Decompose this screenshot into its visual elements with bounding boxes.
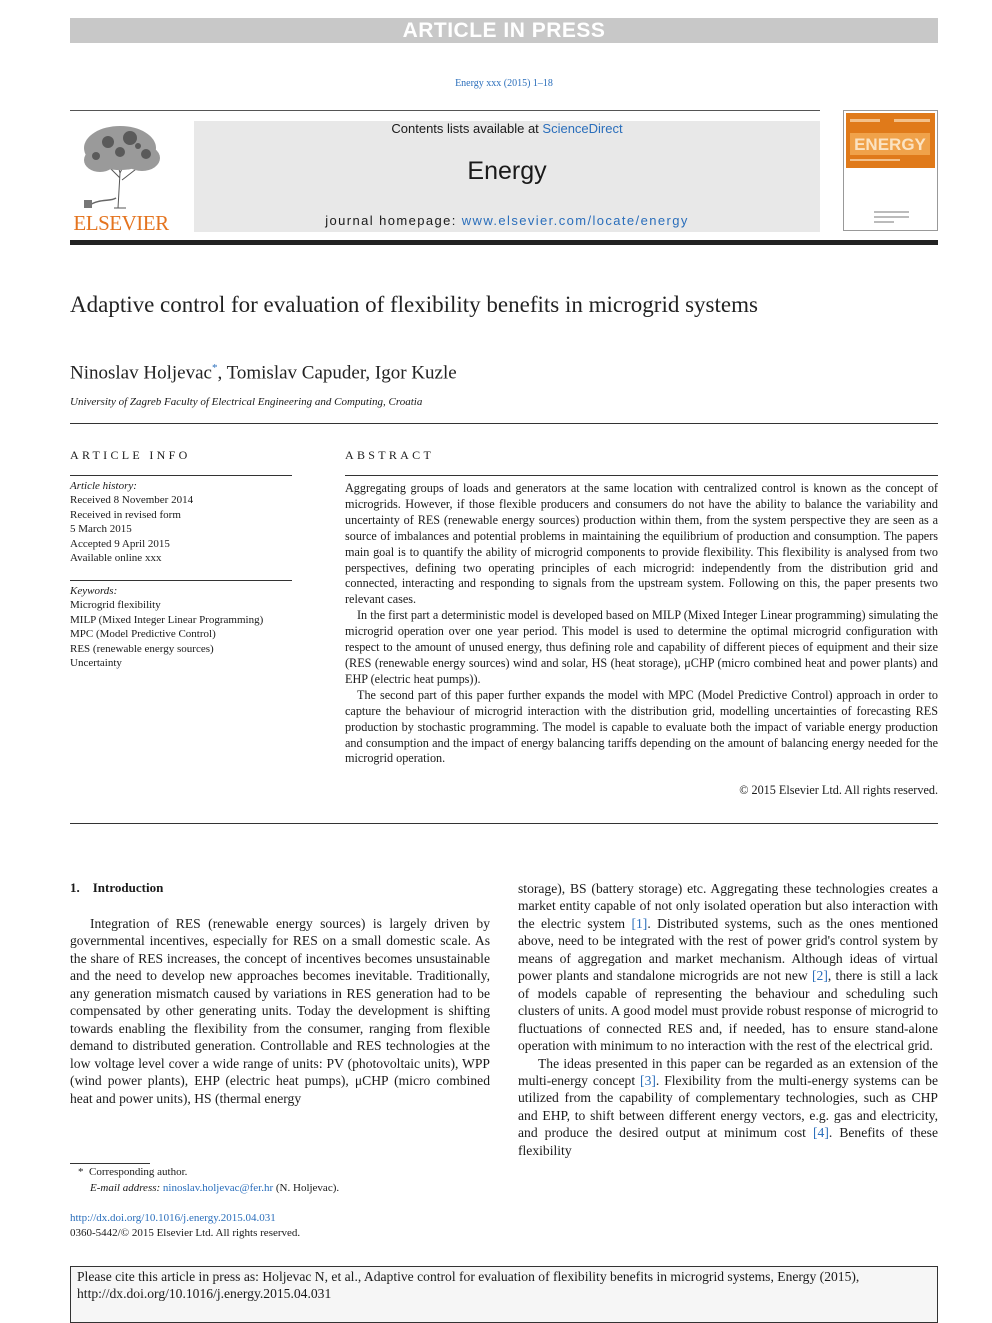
divider [70, 475, 292, 476]
contents-available-line [194, 121, 820, 136]
email-suffix: (N. Holjevac). [273, 1182, 340, 1194]
text-run: storage), BS (battery storage) etc. Aggregating these technologies creates a market entity capable of not only isolated operation but also interaction with the electric system [518, 881, 938, 931]
author-first: Ninoslav Holjevac [70, 362, 212, 384]
history-item: 5 March 2015 [70, 523, 132, 535]
author-affiliation: University of Zagreb Faculty of Electrical Engineering and Computing, Croatia [70, 396, 423, 408]
doi-link[interactable]: http://dx.doi.org/10.1016/j.energy.2015.04.031 [70, 1212, 276, 1224]
text-run: , there is still a lack of models capable of representing the behaviour and scheduling such clusters of units. A good model must provide robust response of microgrid to fluctuations of connected RES and, if needed, has to ensure stand-alone operation with minimum to no interaction with the rest of the electrical grid. [518, 968, 938, 1054]
text-run: . Flexibility from the multi-energy systems can be utilized from the capability of complementary technologies, such as CHP and EHP, to shift between different energy vectors, e.g. gas and electricity, and produce the desired output at minimum cost [518, 1072, 938, 1141]
text-run: . Distributed systems, such as the ones mentioned above, need to be integrated with the rest of power grid's control system by means of aggregation and market mechanism. Although ideas of virtual power plants and standalone microgrids are not new [518, 915, 939, 984]
keyword-item: RES (renewable energy sources) [70, 643, 214, 655]
abstract-heading: ABSTRACT [345, 448, 435, 462]
abstract-paragraph: The second part of this paper further expands the model with MPC (Model Predictive Control) approach in order to capture the behaviour of microgrid interaction with the distribution grid, modelling uncertainties of forecasting RES production by stochastic programming. The model is capable to evaluate both the impact of variable energy production and consumption and the impact of energy balancing tariffs depending on the amount of balancing energy needed for the microgrid operation. [345, 687, 938, 766]
history-item: Accepted 9 April 2015 [70, 538, 170, 550]
abstract-body [345, 481, 938, 767]
article-info-heading: ARTICLE INFO [70, 448, 191, 462]
divider [70, 423, 938, 424]
contents-prefix: Contents lists available at [391, 121, 543, 136]
journal-reference-link[interactable]: Energy xxx (2015) 1–18 [455, 78, 553, 89]
body-paragraph: Integration of RES (renewable energy sources) is largely driven by governmental incentives, especially for RES on a small domestic scale. As the share of RES increases, the concept of incentives becomes unsustainable and the need to develop new approaches becomes inevitable. Traditionally, any generation mismatch caused by variations in RES generation had to be compensated by other generating units. Today the development is shifting towards enabling the flexibility from the consumer, ranging from flexible demand to distributed generation. Controllable and RES technologies at the low voltage level cover a wide range of units: PV (photovoltaic units), WPP (wind power plants), EHP (electric heat pumps), μCHP (micro combined heat and power units), HS (thermal energy [70, 916, 490, 1106]
footnote-mark: * [78, 1166, 84, 1178]
article-history-label: Article history: [70, 480, 137, 492]
keyword-item: Uncertainty [70, 657, 122, 669]
abstract-paragraph: In the first part a deterministic model is developed based on MILP (Mixed Integer Linear programming) simulating the microgrid operation over one year period. This model is used to determine the optimal microgrid configuration with respect to the amount of unused energy, thus defining role and capability of different pieces of equipment and their size (RES (renewable energy sources) wind and solar, HS (heat storage), μCHP (micro combined heat and power plants) and EHP (electric heat pumps)). [345, 608, 938, 686]
keyword-item: MILP (Mixed Integer Linear Programming) [70, 614, 264, 626]
body-column-left [70, 915, 490, 1107]
keyword-item: MPC (Model Predictive Control) [70, 628, 216, 640]
abstract-copyright: © 2015 Elsevier Ltd. All rights reserved. [739, 783, 938, 797]
history-item: Available online xxx [70, 552, 162, 564]
divider [345, 475, 938, 476]
footnote-rule [70, 1163, 150, 1164]
footnote-corresponding [78, 1166, 187, 1178]
divider [70, 823, 938, 824]
issn-copyright: 0360-5442/© 2015 Elsevier Ltd. All rights reserved. [70, 1227, 301, 1239]
journal-title: Energy [467, 157, 547, 185]
text-run: . Benefits of these flexibility [518, 1125, 938, 1158]
header-divider [70, 110, 820, 111]
citation-link[interactable]: [1] [631, 915, 648, 931]
sciencedirect-link[interactable]: ScienceDirect [542, 121, 623, 136]
citation-text: Please cite this article in press as: Holjevac N, et al., Adaptive control for evaluation of flexibility benefits in microgrid systems, Energy (2015), http://dx.doi.org/10.1016/j.energy.2015.04.031 [77, 1269, 860, 1302]
introduction-heading: 1. Introduction [70, 880, 164, 895]
text-run: The ideas presented in this paper can be regarded as an extension of the multi-energy concept [518, 1055, 938, 1088]
journal-cover-thumbnail[interactable] [843, 110, 938, 231]
elsevier-wordmark: ELSEVIER [73, 211, 169, 235]
citation-link[interactable]: [4] [813, 1125, 829, 1141]
email-link[interactable]: ninoslav.holjevac@fer.hr [162, 1182, 274, 1194]
journal-homepage-link[interactable]: www.elsevier.com/locate/energy [461, 213, 689, 228]
author-list [70, 362, 457, 384]
article-title: Adaptive control for evaluation of flexibility benefits in microgrid systems [70, 292, 758, 317]
email-label: E-mail address: [90, 1182, 161, 1194]
divider [70, 580, 292, 581]
keyword-item: Microgrid flexibility [70, 599, 161, 611]
footnote-corresponding-text: Corresponding author. [89, 1166, 188, 1178]
abstract-paragraph: Aggregating groups of loads and generators at the same location with centralized control is known as the concept of microgrids. However, if those flexible producers and consumers do not have the ability to balance the variability and uncertainty of RES (renewable energy sources) production within them, from the system perspective they are seen as a source of imbalances and potential problems in maintaining the equilibrium of production and consumption. The papers main goal is to quantify the ability of microgrid components to provide flexibility. This flexibility is analysed from two perspectives, defining two operating principles of each microgrid: independently from the distribution grid and connected, interacting and responding to signals from the upstream system. Following on this, the paper presents two relevant cases. [345, 481, 938, 607]
body-column-right [518, 880, 938, 1159]
author-rest: , Tomislav Capuder, Igor Kuzle [217, 362, 457, 384]
history-item: Received 8 November 2014 [70, 494, 194, 506]
body-paragraph [518, 1055, 938, 1160]
article-in-press-banner: ARTICLE IN PRESS [70, 18, 938, 43]
history-item: Received in revised form [70, 509, 181, 521]
keywords-label: Keywords: [70, 585, 118, 597]
journal-homepage-line [194, 213, 820, 228]
citation-link[interactable]: [3] [640, 1072, 656, 1088]
homepage-prefix: journal homepage: [325, 213, 462, 228]
body-paragraph [518, 880, 938, 1055]
header-thick-rule [70, 240, 938, 245]
footnote-email [90, 1182, 339, 1194]
corresponding-author-mark[interactable]: * [211, 362, 218, 374]
cover-title: ENERGY [854, 135, 926, 154]
citation-link[interactable]: [2] [812, 968, 828, 984]
